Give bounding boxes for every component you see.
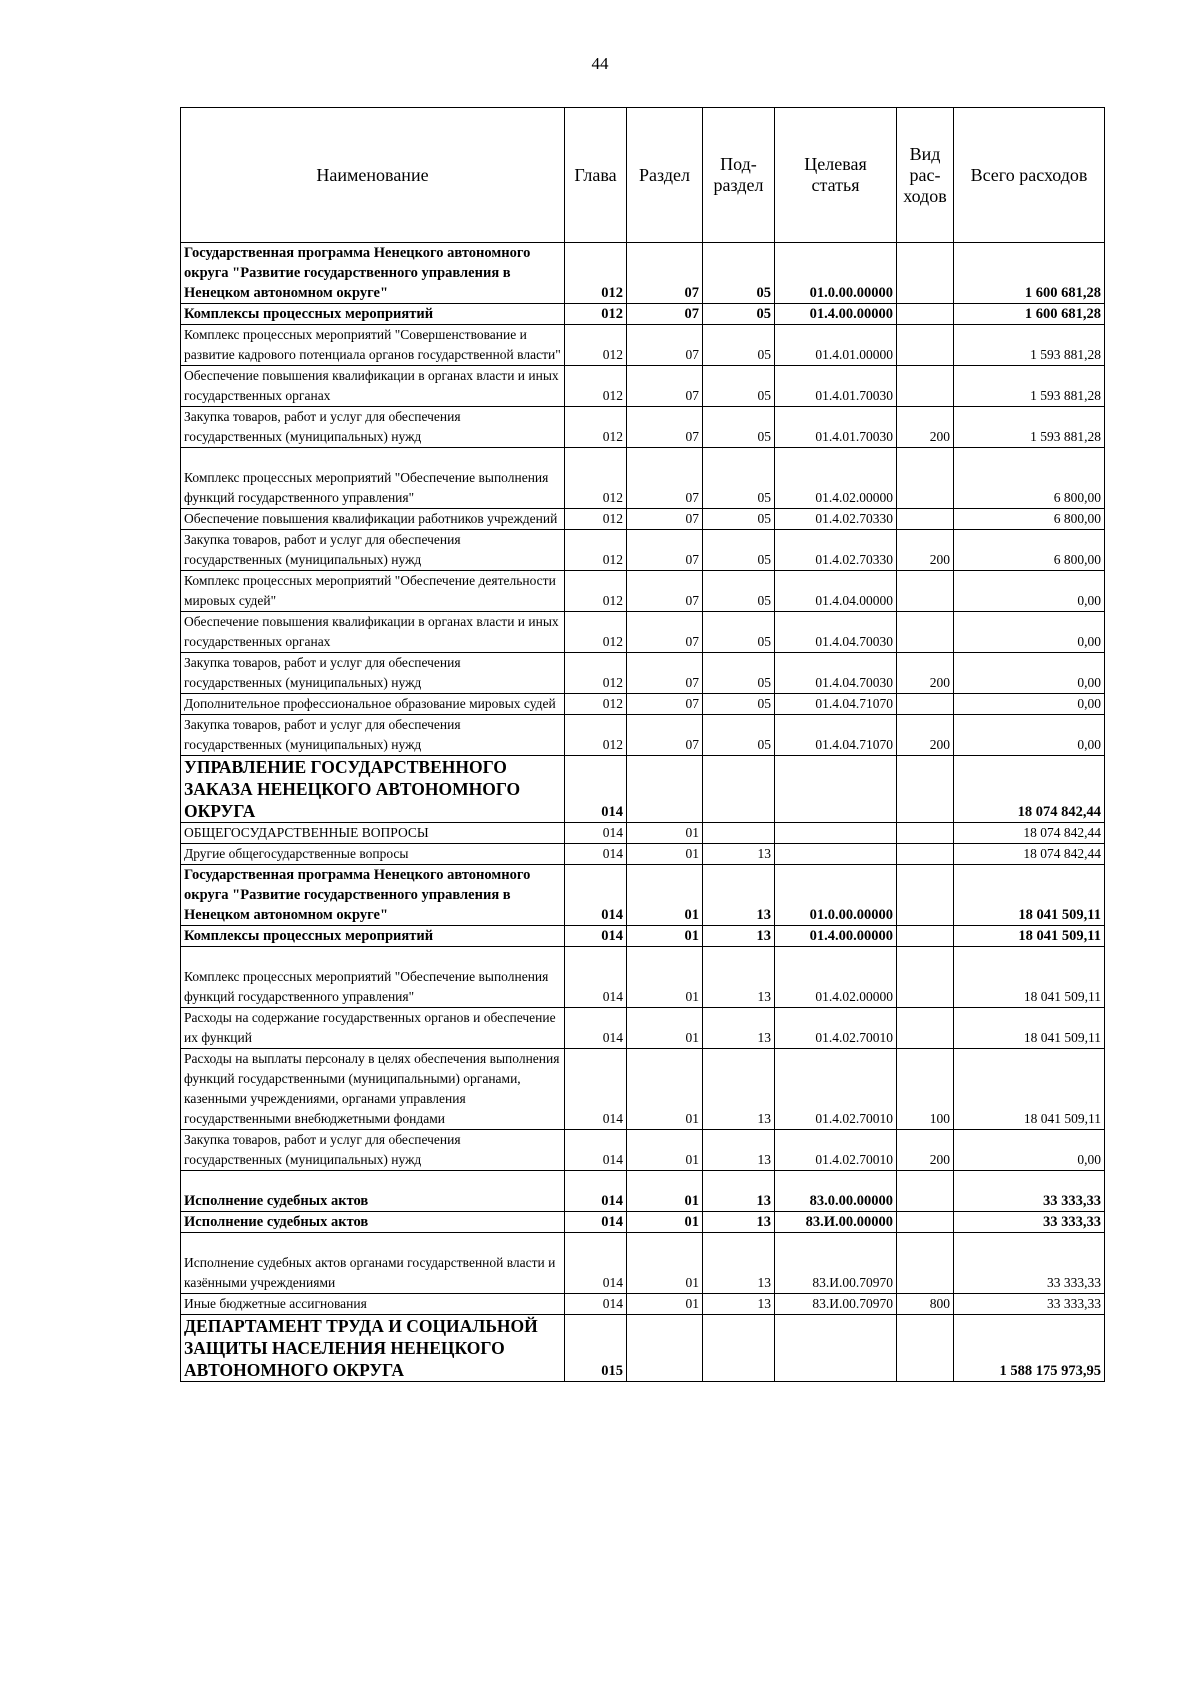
- cell-statya: [775, 756, 897, 823]
- cell-vid: [897, 509, 954, 530]
- table-row: [181, 1212, 1105, 1233]
- cell-razdel: [627, 1315, 703, 1382]
- cell-glava: 012: [565, 571, 627, 612]
- cell-statya: 01.4.02.00000: [775, 448, 897, 509]
- cell-razdel: 07: [627, 243, 703, 304]
- cell-vid: [897, 756, 954, 823]
- cell-vid: [897, 304, 954, 325]
- cell-razdel: 01: [627, 947, 703, 1008]
- cell-podrazdel: 05: [703, 325, 775, 366]
- cell-statya: 01.4.02.70010: [775, 1008, 897, 1049]
- cell-vid: [897, 1212, 954, 1233]
- cell-glava: 014: [565, 1294, 627, 1315]
- cell-statya: 01.4.04.70030: [775, 612, 897, 653]
- cell-podrazdel: 05: [703, 653, 775, 694]
- table-row: [181, 844, 1105, 865]
- cell-total: 0,00: [954, 612, 1105, 653]
- header-row: [181, 108, 1105, 243]
- cell-podrazdel: 13: [703, 1008, 775, 1049]
- cell-total: 1 593 881,28: [954, 407, 1105, 448]
- cell-vid: 800: [897, 1294, 954, 1315]
- table-row: [181, 448, 1105, 509]
- cell-razdel: 07: [627, 509, 703, 530]
- cell-vid: [897, 1008, 954, 1049]
- cell-name: Закупка товаров, работ и услуг для обеспечения государственных (муниципальных) нужд: [181, 407, 565, 448]
- cell-glava: 012: [565, 366, 627, 407]
- cell-name: Обеспечение повышения квалификации в органах власти и иных государственных органах: [181, 612, 565, 653]
- cell-statya: 01.4.00.00000: [775, 304, 897, 325]
- cell-podrazdel: [703, 756, 775, 823]
- table-row: [181, 653, 1105, 694]
- cell-razdel: 01: [627, 1294, 703, 1315]
- cell-glava: 015: [565, 1315, 627, 1382]
- cell-statya: 01.4.01.70030: [775, 407, 897, 448]
- cell-podrazdel: 05: [703, 448, 775, 509]
- cell-podrazdel: 05: [703, 715, 775, 756]
- table-row: [181, 304, 1105, 325]
- cell-podrazdel: 05: [703, 243, 775, 304]
- header-podrazdel: Под- раздел: [703, 108, 775, 243]
- cell-glava: 014: [565, 756, 627, 823]
- table-row: [181, 1049, 1105, 1130]
- cell-glava: 014: [565, 865, 627, 926]
- cell-name: Исполнение судебных актов: [181, 1171, 565, 1212]
- cell-name: Иные бюджетные ассигнования: [181, 1294, 565, 1315]
- header-total: Всего расходов: [954, 108, 1105, 243]
- cell-glava: 014: [565, 844, 627, 865]
- cell-podrazdel: 05: [703, 366, 775, 407]
- cell-glava: 014: [565, 1130, 627, 1171]
- cell-name: УПРАВЛЕНИЕ ГОСУДАРСТВЕННОГО ЗАКАЗА НЕНЕЦКОГО АВТОНОМНОГО ОКРУГА: [181, 756, 565, 823]
- header-statya: Целевая статья: [775, 108, 897, 243]
- cell-vid: [897, 694, 954, 715]
- table-row: [181, 407, 1105, 448]
- cell-razdel: 01: [627, 1049, 703, 1130]
- cell-total: 1 600 681,28: [954, 243, 1105, 304]
- table-row: [181, 1315, 1105, 1382]
- table-row: [181, 243, 1105, 304]
- cell-total: 33 333,33: [954, 1233, 1105, 1294]
- page-number: 44: [591, 54, 609, 73]
- cell-statya: 83.И.00.70970: [775, 1294, 897, 1315]
- header-glava: Глава: [565, 108, 627, 243]
- cell-podrazdel: 13: [703, 1233, 775, 1294]
- cell-name: Комплекс процессных мероприятий "Обеспечение деятельности мировых судей": [181, 571, 565, 612]
- table-row: [181, 694, 1105, 715]
- cell-glava: 014: [565, 926, 627, 947]
- header-razdel: Раздел: [627, 108, 703, 243]
- cell-name: Обеспечение повышения квалификации работников учреждений: [181, 509, 565, 530]
- cell-vid: [897, 243, 954, 304]
- cell-vid: [897, 1315, 954, 1382]
- table-row: [181, 1008, 1105, 1049]
- cell-name: Государственная программа Ненецкого автономного округа "Развитие государственного управления в Ненецком автономном округе": [181, 865, 565, 926]
- cell-name: Закупка товаров, работ и услуг для обеспечения государственных (муниципальных) нужд: [181, 530, 565, 571]
- table-row: [181, 947, 1105, 1008]
- table-row: [181, 612, 1105, 653]
- table-row: [181, 571, 1105, 612]
- cell-total: 0,00: [954, 1130, 1105, 1171]
- table-row: [181, 509, 1105, 530]
- cell-name: Закупка товаров, работ и услуг для обеспечения государственных (муниципальных) нужд: [181, 1130, 565, 1171]
- cell-vid: 200: [897, 407, 954, 448]
- cell-podrazdel: 05: [703, 530, 775, 571]
- cell-glava: 012: [565, 694, 627, 715]
- cell-razdel: 01: [627, 926, 703, 947]
- cell-vid: [897, 1171, 954, 1212]
- cell-total: 18 041 509,11: [954, 1008, 1105, 1049]
- cell-name: Дополнительное профессиональное образование мировых судей: [181, 694, 565, 715]
- cell-statya: 83.И.00.00000: [775, 1212, 897, 1233]
- cell-glava: 014: [565, 1171, 627, 1212]
- cell-statya: [775, 823, 897, 844]
- cell-statya: 83.И.00.70970: [775, 1233, 897, 1294]
- cell-glava: 012: [565, 509, 627, 530]
- cell-name: ОБЩЕГОСУДАРСТВЕННЫЕ ВОПРОСЫ: [181, 823, 565, 844]
- cell-razdel: 07: [627, 366, 703, 407]
- cell-total: 18 074 842,44: [954, 823, 1105, 844]
- cell-razdel: 01: [627, 823, 703, 844]
- cell-razdel: 07: [627, 694, 703, 715]
- cell-statya: 01.4.01.00000: [775, 325, 897, 366]
- cell-name: Исполнение судебных актов: [181, 1212, 565, 1233]
- cell-podrazdel: 13: [703, 926, 775, 947]
- cell-glava: 014: [565, 1008, 627, 1049]
- cell-glava: 012: [565, 325, 627, 366]
- cell-statya: 01.4.02.70330: [775, 530, 897, 571]
- cell-total: 18 041 509,11: [954, 1049, 1105, 1130]
- cell-vid: [897, 325, 954, 366]
- table-row: [181, 1294, 1105, 1315]
- cell-podrazdel: 13: [703, 865, 775, 926]
- cell-vid: [897, 448, 954, 509]
- cell-name: Государственная программа Ненецкого автономного округа "Развитие государственного управления в Ненецком автономном округе": [181, 243, 565, 304]
- cell-name: Комплексы процессных мероприятий: [181, 304, 565, 325]
- cell-statya: 01.4.01.70030: [775, 366, 897, 407]
- cell-razdel: 07: [627, 407, 703, 448]
- cell-vid: [897, 612, 954, 653]
- cell-vid: 200: [897, 530, 954, 571]
- cell-glava: 014: [565, 1233, 627, 1294]
- cell-podrazdel: 13: [703, 1294, 775, 1315]
- table-row: [181, 715, 1105, 756]
- table-row: [181, 865, 1105, 926]
- cell-podrazdel: [703, 823, 775, 844]
- cell-glava: 012: [565, 304, 627, 325]
- table-row: [181, 1130, 1105, 1171]
- cell-total: 1 593 881,28: [954, 366, 1105, 407]
- cell-vid: [897, 926, 954, 947]
- cell-total: 0,00: [954, 571, 1105, 612]
- cell-vid: [897, 844, 954, 865]
- table-row: [181, 926, 1105, 947]
- cell-podrazdel: 05: [703, 509, 775, 530]
- cell-razdel: 07: [627, 715, 703, 756]
- cell-glava: 012: [565, 448, 627, 509]
- cell-statya: 01.4.02.70330: [775, 509, 897, 530]
- cell-podrazdel: 05: [703, 407, 775, 448]
- cell-name: Другие общегосударственные вопросы: [181, 844, 565, 865]
- table-row: [181, 530, 1105, 571]
- cell-podrazdel: 13: [703, 1212, 775, 1233]
- table-row: [181, 325, 1105, 366]
- cell-razdel: 01: [627, 1171, 703, 1212]
- cell-name: Расходы на выплаты персоналу в целях обеспечения выполнения функций государственными (муниципальными) органами, казенными учреждениями, органами управления государственными внебюджетными фондами: [181, 1049, 565, 1130]
- table-row: [181, 1233, 1105, 1294]
- cell-total: 18 041 509,11: [954, 947, 1105, 1008]
- cell-total: 33 333,33: [954, 1294, 1105, 1315]
- cell-vid: [897, 1233, 954, 1294]
- cell-statya: [775, 844, 897, 865]
- cell-glava: 012: [565, 530, 627, 571]
- cell-razdel: 07: [627, 325, 703, 366]
- cell-razdel: 01: [627, 1130, 703, 1171]
- cell-total: 0,00: [954, 653, 1105, 694]
- budget-table: [180, 107, 1105, 1382]
- cell-total: 18 041 509,11: [954, 865, 1105, 926]
- cell-vid: [897, 865, 954, 926]
- cell-vid: [897, 571, 954, 612]
- cell-total: 6 800,00: [954, 448, 1105, 509]
- cell-glava: 014: [565, 1212, 627, 1233]
- cell-name: Обеспечение повышения квалификации в органах власти и иных государственных органах: [181, 366, 565, 407]
- cell-podrazdel: [703, 1315, 775, 1382]
- cell-statya: 01.4.04.71070: [775, 694, 897, 715]
- cell-podrazdel: 05: [703, 304, 775, 325]
- cell-total: 1 593 881,28: [954, 325, 1105, 366]
- cell-total: 33 333,33: [954, 1212, 1105, 1233]
- cell-vid: [897, 823, 954, 844]
- cell-podrazdel: 13: [703, 1171, 775, 1212]
- cell-total: 18 041 509,11: [954, 926, 1105, 947]
- cell-statya: [775, 1315, 897, 1382]
- cell-total: 18 074 842,44: [954, 844, 1105, 865]
- cell-total: 6 800,00: [954, 509, 1105, 530]
- cell-glava: 014: [565, 823, 627, 844]
- cell-glava: 014: [565, 1049, 627, 1130]
- header-vid: Вид рас- ходов: [897, 108, 954, 243]
- cell-razdel: 07: [627, 448, 703, 509]
- cell-total: 0,00: [954, 715, 1105, 756]
- cell-podrazdel: 13: [703, 1049, 775, 1130]
- cell-name: Комплекс процессных мероприятий "Обеспечение выполнения функций государственного управления": [181, 947, 565, 1008]
- table-row: [181, 756, 1105, 823]
- table-row: [181, 1171, 1105, 1212]
- cell-total: 1 600 681,28: [954, 304, 1105, 325]
- cell-razdel: 07: [627, 612, 703, 653]
- header-name: Наименование: [181, 108, 565, 243]
- cell-name: Закупка товаров, работ и услуг для обеспечения государственных (муниципальных) нужд: [181, 715, 565, 756]
- cell-razdel: 07: [627, 653, 703, 694]
- cell-vid: 200: [897, 715, 954, 756]
- cell-statya: 01.0.00.00000: [775, 865, 897, 926]
- cell-vid: 200: [897, 653, 954, 694]
- cell-vid: [897, 366, 954, 407]
- cell-razdel: 01: [627, 865, 703, 926]
- cell-name: Комплексы процессных мероприятий: [181, 926, 565, 947]
- cell-razdel: 01: [627, 1212, 703, 1233]
- cell-glava: 012: [565, 653, 627, 694]
- cell-podrazdel: 05: [703, 571, 775, 612]
- cell-vid: [897, 947, 954, 1008]
- cell-total: 1 588 175 973,95: [954, 1315, 1105, 1382]
- cell-podrazdel: 05: [703, 612, 775, 653]
- cell-glava: 014: [565, 947, 627, 1008]
- cell-statya: 01.4.04.00000: [775, 571, 897, 612]
- cell-glava: 012: [565, 715, 627, 756]
- table-row: [181, 823, 1105, 844]
- cell-podrazdel: 13: [703, 844, 775, 865]
- cell-glava: 012: [565, 243, 627, 304]
- cell-statya: 83.0.00.00000: [775, 1171, 897, 1212]
- cell-podrazdel: 13: [703, 1130, 775, 1171]
- cell-razdel: 07: [627, 571, 703, 612]
- cell-statya: 01.4.04.70030: [775, 653, 897, 694]
- cell-name: Расходы на содержание государственных органов и обеспечение их функций: [181, 1008, 565, 1049]
- table-row: [181, 366, 1105, 407]
- cell-razdel: 07: [627, 530, 703, 571]
- cell-podrazdel: 05: [703, 694, 775, 715]
- table-body: [181, 243, 1105, 1382]
- cell-statya: 01.4.00.00000: [775, 926, 897, 947]
- cell-name: Комплекс процессных мероприятий "Обеспечение выполнения функций государственного управления": [181, 448, 565, 509]
- cell-vid: 200: [897, 1130, 954, 1171]
- cell-podrazdel: 13: [703, 947, 775, 1008]
- cell-statya: 01.4.04.71070: [775, 715, 897, 756]
- cell-glava: 012: [565, 407, 627, 448]
- cell-statya: 01.4.02.00000: [775, 947, 897, 1008]
- cell-total: 18 074 842,44: [954, 756, 1105, 823]
- cell-statya: 01.0.00.00000: [775, 243, 897, 304]
- cell-razdel: [627, 756, 703, 823]
- cell-razdel: 01: [627, 1008, 703, 1049]
- cell-total: 33 333,33: [954, 1171, 1105, 1212]
- cell-razdel: 01: [627, 844, 703, 865]
- cell-vid: 100: [897, 1049, 954, 1130]
- cell-total: 6 800,00: [954, 530, 1105, 571]
- cell-razdel: 07: [627, 304, 703, 325]
- cell-glava: 012: [565, 612, 627, 653]
- cell-statya: 01.4.02.70010: [775, 1130, 897, 1171]
- cell-statya: 01.4.02.70010: [775, 1049, 897, 1130]
- cell-name: Закупка товаров, работ и услуг для обеспечения государственных (муниципальных) нужд: [181, 653, 565, 694]
- cell-razdel: 01: [627, 1233, 703, 1294]
- cell-total: 0,00: [954, 694, 1105, 715]
- cell-name: Комплекс процессных мероприятий "Совершенствование и развитие кадрового потенциала органов государственной власти": [181, 325, 565, 366]
- cell-name: Исполнение судебных актов органами государственной власти и казёнными учреждениями: [181, 1233, 565, 1294]
- cell-name: ДЕПАРТАМЕНТ ТРУДА И СОЦИАЛЬНОЙ ЗАЩИТЫ НАСЕЛЕНИЯ НЕНЕЦКОГО АВТОНОМНОГО ОКРУГА: [181, 1315, 565, 1382]
